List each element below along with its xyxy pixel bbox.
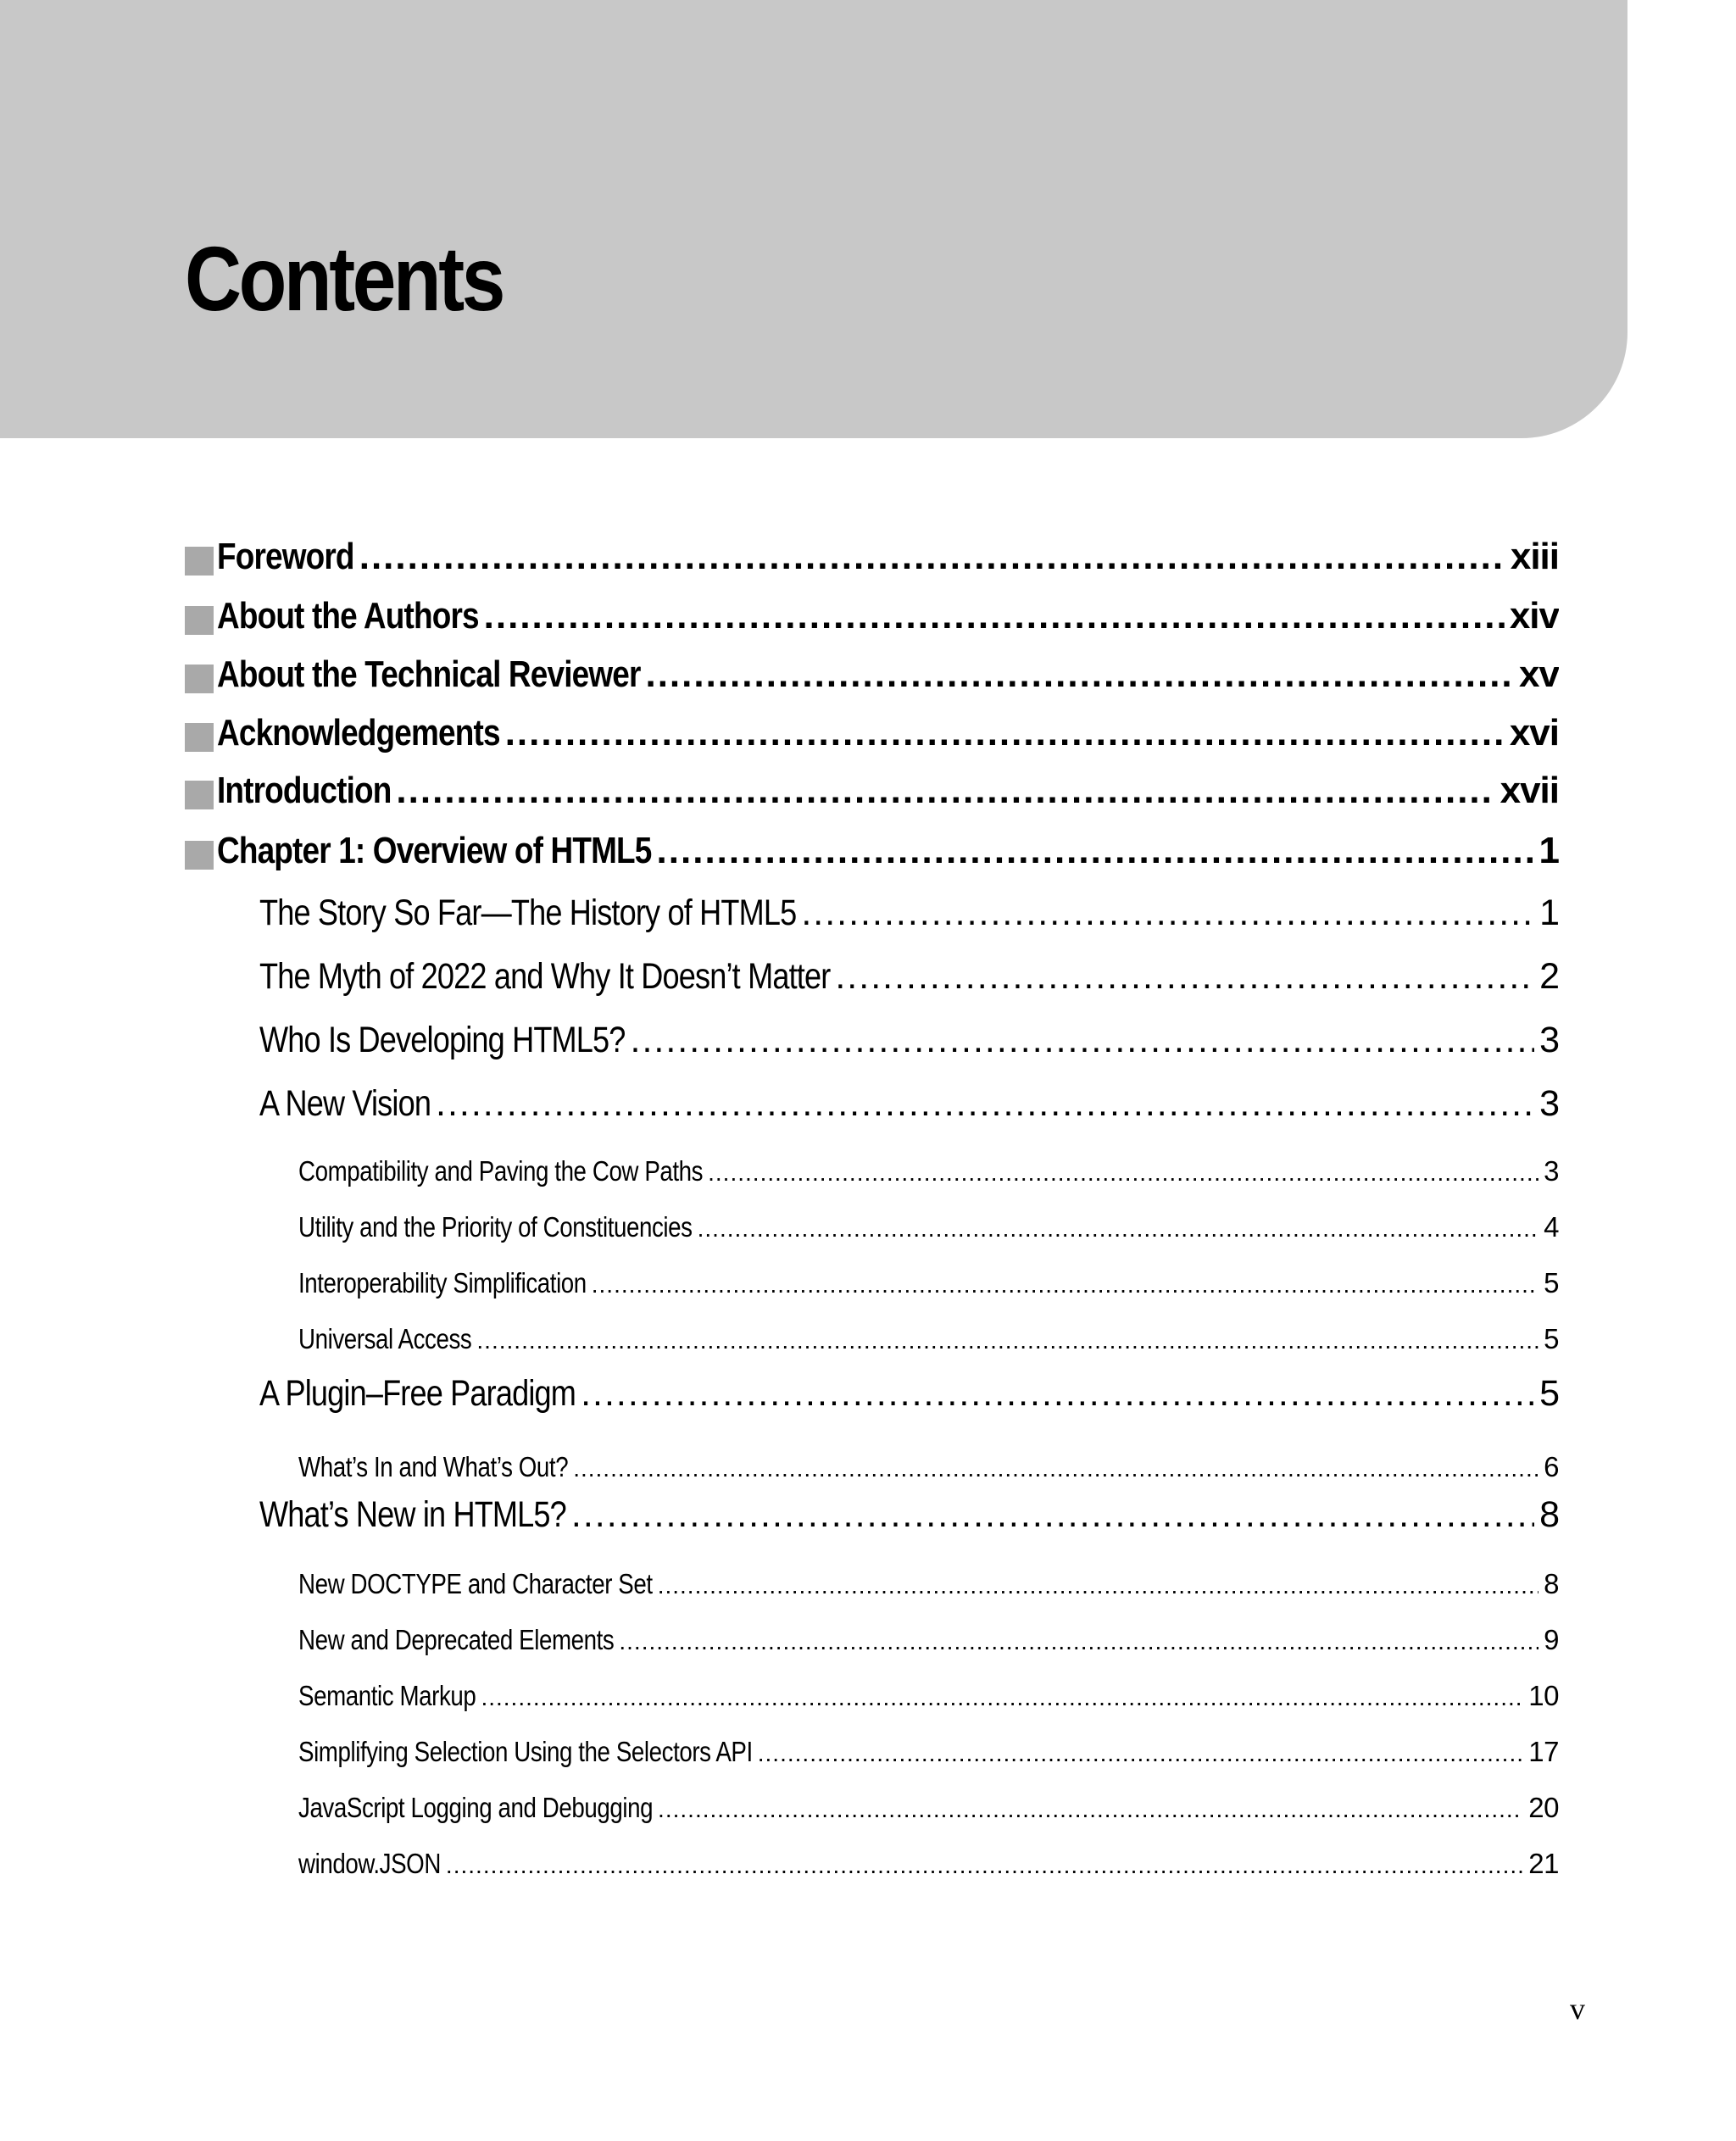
toc-entry[interactable]: [298, 1848, 1559, 1885]
toc-entry-page: 6: [1544, 1451, 1559, 1482]
toc-entry-page: 10: [1528, 1680, 1559, 1711]
square-bullet-icon: [185, 723, 214, 752]
toc-entry-page: xiv: [1509, 595, 1559, 637]
dot-leader: [446, 1852, 1523, 1879]
toc-entry[interactable]: [185, 595, 1559, 646]
toc-entry-label: The Story So Far—The History of HTML5: [259, 893, 797, 933]
square-bullet-icon: [185, 841, 214, 870]
dot-leader: [631, 1020, 1535, 1061]
toc-entry-label: What’s In and What’s Out?: [298, 1451, 569, 1482]
toc-entry-page: xvii: [1500, 770, 1559, 811]
dot-leader: [359, 536, 1505, 578]
toc-entry[interactable]: [185, 830, 1559, 881]
toc-entry[interactable]: [298, 1155, 1559, 1193]
toc-entry-label: window.JSON: [298, 1848, 441, 1879]
toc-entry-label: JavaScript Logging and Debugging: [298, 1792, 654, 1823]
toc-entry-page: 17: [1528, 1736, 1559, 1767]
toc-entry-page: 5: [1539, 1373, 1559, 1414]
toc-entry-page: 3: [1544, 1155, 1559, 1187]
toc-entry[interactable]: [259, 1083, 1559, 1134]
dot-leader: [436, 1083, 1534, 1125]
toc-entry-label: A Plugin–Free Paradigm: [259, 1373, 576, 1414]
toc-entry-page: 2: [1539, 956, 1559, 997]
toc-entry[interactable]: [298, 1211, 1559, 1248]
toc-entry[interactable]: [298, 1568, 1559, 1605]
page-number: v: [1570, 1992, 1585, 2026]
toc-entry-page: xv: [1519, 653, 1559, 695]
toc-entry[interactable]: [259, 956, 1559, 1007]
dot-leader: [396, 770, 1494, 812]
square-bullet-icon: [185, 665, 214, 693]
toc-entry[interactable]: [298, 1792, 1559, 1829]
dot-leader: [758, 1740, 1524, 1767]
toc-entry[interactable]: [298, 1451, 1559, 1488]
toc-entry-page: 21: [1528, 1848, 1559, 1879]
toc-entry[interactable]: [298, 1323, 1559, 1360]
toc-entry-label: Chapter 1: Overview of HTML5: [217, 830, 652, 871]
dot-leader: [801, 893, 1534, 934]
toc-entry[interactable]: [298, 1680, 1559, 1717]
toc-entry-page: 1: [1538, 830, 1559, 871]
toc-entry-label: The Myth of 2022 and Why It Doesn’t Matter: [259, 956, 831, 997]
toc-entry-page: 20: [1528, 1792, 1559, 1823]
toc-entry-label: Universal Access: [298, 1323, 472, 1354]
square-bullet-icon: [185, 781, 214, 809]
toc-entry[interactable]: [185, 653, 1559, 704]
toc-entry-page: 3: [1539, 1083, 1559, 1124]
dot-leader: [505, 712, 1505, 754]
toc-entry-label: Utility and the Priority of Constituencies: [298, 1211, 693, 1243]
dot-leader: [619, 1628, 1538, 1655]
page-title: Contents: [185, 227, 503, 330]
toc-entry[interactable]: [259, 1020, 1559, 1070]
toc-entry-label: Interoperability Simplification: [298, 1267, 587, 1299]
toc-entry-page: xiii: [1510, 536, 1559, 577]
toc-entry-page: xvi: [1509, 712, 1559, 754]
toc-entry-label: New DOCTYPE and Character Set: [298, 1568, 653, 1599]
dot-leader: [698, 1215, 1539, 1243]
dot-leader: [573, 1455, 1538, 1482]
toc-entry-label: Semantic Markup: [298, 1680, 476, 1711]
toc-entry-label: Acknowledgements: [217, 712, 500, 754]
toc-entry-label: Introduction: [217, 770, 392, 811]
toc-entry-label: About the Authors: [217, 595, 479, 637]
dot-leader: [581, 1373, 1534, 1415]
toc-entry[interactable]: [298, 1736, 1559, 1773]
dot-leader: [592, 1271, 1538, 1299]
dot-leader: [476, 1327, 1538, 1354]
dot-leader: [658, 1572, 1538, 1599]
toc-entry-page: 9: [1544, 1624, 1559, 1655]
toc-entry-label: A New Vision: [259, 1083, 431, 1124]
toc-entry-label: About the Technical Reviewer: [217, 653, 641, 695]
toc-entry[interactable]: [259, 1373, 1559, 1424]
toc-entry-label: Foreword: [217, 536, 354, 577]
dot-leader: [571, 1494, 1534, 1536]
dot-leader: [708, 1159, 1538, 1187]
dot-leader: [645, 653, 1514, 696]
dot-leader: [835, 956, 1534, 998]
toc-entry-label: Simplifying Selection Using the Selectors API: [298, 1736, 753, 1767]
toc-entry-page: 4: [1544, 1211, 1559, 1243]
toc-entry-page: 5: [1544, 1267, 1559, 1299]
toc-entry-label: New and Deprecated Elements: [298, 1624, 615, 1655]
toc-entry-page: 1: [1539, 893, 1559, 933]
dot-leader: [657, 830, 1534, 872]
toc-entry[interactable]: [185, 770, 1559, 820]
dot-leader: [658, 1796, 1523, 1823]
toc-entry[interactable]: [185, 536, 1559, 587]
toc-entry-page: 3: [1539, 1020, 1559, 1060]
toc-entry[interactable]: [259, 1494, 1559, 1545]
toc-entry-page: 8: [1539, 1494, 1559, 1535]
toc-entry[interactable]: [298, 1624, 1559, 1661]
toc-entry-label: What’s New in HTML5?: [259, 1494, 566, 1535]
toc-entry[interactable]: [259, 893, 1559, 943]
toc-entry[interactable]: [185, 712, 1559, 763]
square-bullet-icon: [185, 606, 214, 635]
square-bullet-icon: [185, 547, 214, 576]
toc-entry-label: Compatibility and Paving the Cow Paths: [298, 1155, 704, 1187]
dot-leader: [481, 1684, 1523, 1711]
toc-entry-label: Who Is Developing HTML5?: [259, 1020, 626, 1060]
dot-leader: [484, 595, 1505, 637]
toc-entry-page: 8: [1544, 1568, 1559, 1599]
toc-entry[interactable]: [298, 1267, 1559, 1304]
toc-entry-page: 5: [1544, 1323, 1559, 1354]
